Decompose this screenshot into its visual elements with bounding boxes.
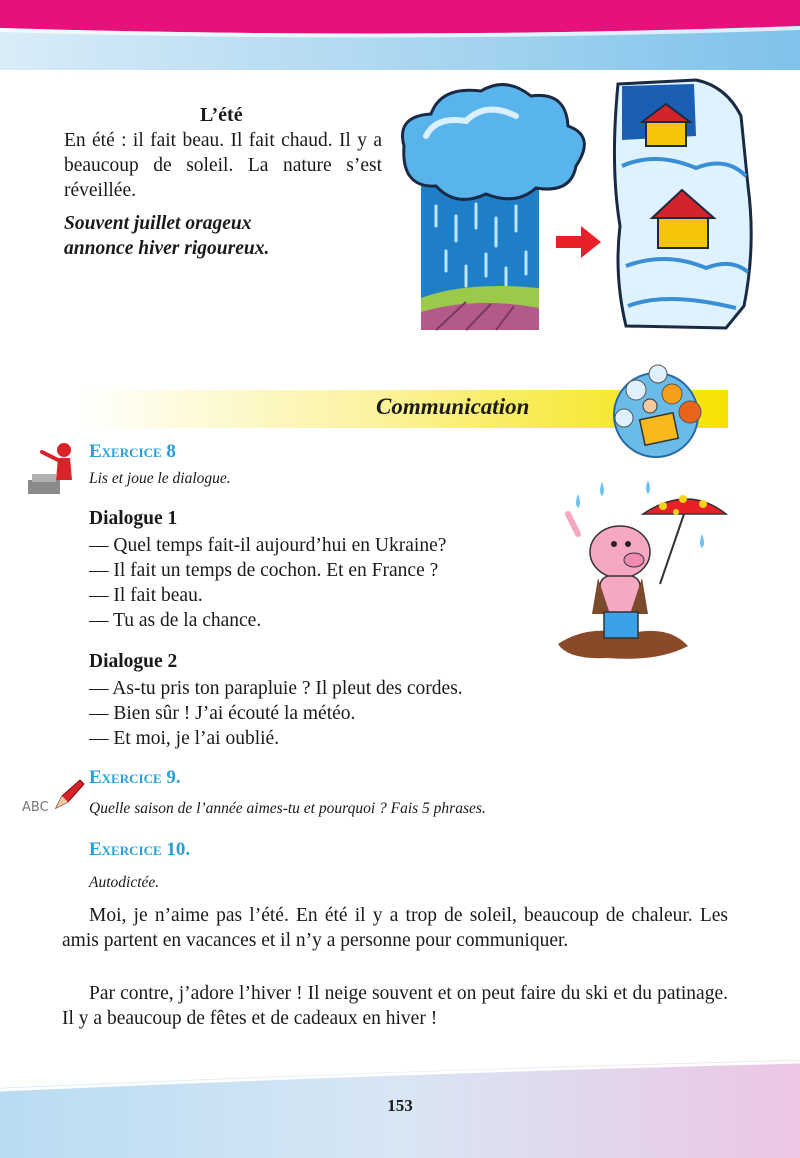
- dialogue-line: — Bien sûr ! J’ai écouté la météo.: [89, 703, 356, 724]
- dialogue-line: — Il fait beau.: [89, 585, 203, 606]
- ete-paragraph: En été : il fait beau. Il fait chaud. Il y a beaucoup de soleil. La nature s’est réveillée.: [64, 130, 382, 201]
- exercise-9-title: Exercice 9.: [89, 767, 181, 788]
- proverb: [64, 211, 382, 261]
- exercise-8-title: Exercice 8: [89, 441, 176, 462]
- cloud: [403, 85, 585, 200]
- pencil-icon: [52, 778, 86, 812]
- arrow-right-icon: [556, 226, 601, 258]
- autodictee-paragraph-2: Par contre, j’adore l’hiver ! Il neige souvent et on peut faire du ski et du patinage. Il y a beaucoup de fêtes et de cadeaux en hiver !: [62, 983, 728, 1029]
- proverb-line-2: annonce hiver rigoureux.: [64, 238, 270, 259]
- proverb-line-1: [64, 211, 382, 236]
- exercise-10-title: Exercice 10.: [89, 839, 191, 860]
- dialogue-line: — Il fait un temps de cochon. Et en France ?: [89, 560, 439, 581]
- communication-icon: [606, 360, 706, 460]
- dialogue-1-heading: Dialogue 1: [89, 508, 178, 529]
- dialogue-line: — As-tu pris ton parapluie ? Il pleut des cordes.: [89, 678, 463, 699]
- exercise-10-instruction: Autodictée.: [89, 874, 160, 891]
- section-title-communication: Communication: [376, 394, 530, 419]
- abc-writing-icon-label: ABC: [22, 800, 49, 815]
- dialogue-1-lines: [89, 533, 446, 633]
- dialogue-line: — Tu as de la chance.: [89, 610, 262, 631]
- dialogue-line: — Quel temps fait-il aujourd’hui en Ukraine?: [89, 535, 447, 556]
- speaker-figure-icon: [24, 440, 84, 496]
- exercise-8-instruction: Lis et joue le dialogue.: [89, 470, 231, 487]
- rain-to-snow-illustration: [396, 76, 790, 332]
- dialogue-2-lines: [89, 676, 463, 751]
- autodictee-paragraph-1: Moi, je n’aime pas l’été. En été il y a trop de soleil, beaucoup de chaleur. Les amis partent en vacances et il n’y a personne pour communiquer.: [62, 905, 728, 951]
- pig-with-umbrella-illustration: [548, 474, 728, 664]
- dialogue-2-heading: Dialogue 2: [89, 651, 178, 672]
- exercise-9-instruction: Quelle saison de l’année aimes-tu et pourquoi ? Fais 5 phrases.: [89, 800, 486, 817]
- dialogue-line: — Et moi, je l’ai oublié.: [89, 728, 280, 749]
- proverb-text-1: Souvent juillet orageux: [64, 213, 252, 234]
- section-title-ete: L’été: [200, 104, 243, 126]
- top-decorative-band: [0, 0, 800, 70]
- page-number: 153: [387, 1096, 413, 1115]
